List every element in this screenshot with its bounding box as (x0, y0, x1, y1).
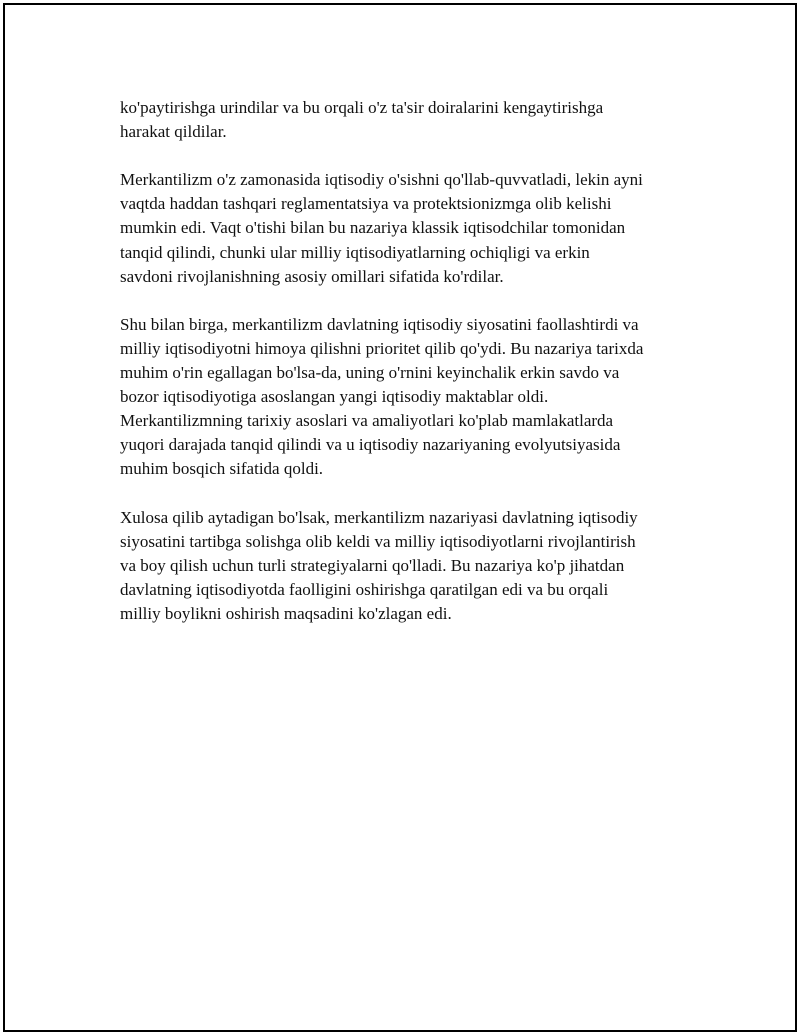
paragraph-2 (120, 168, 710, 288)
text-line: Xulosa qilib aytadigan bo'lsak, merkantilizm nazariyasi davlatning iqtisodiy (120, 507, 638, 527)
text-line: Merkantilizm o'z zamonasida iqtisodiy o'sishni qo'llab-quvvatladi, lekin ayni (120, 170, 643, 190)
text-line: tanqid qilindi, chunki ular milliy iqtisodiyatlarning ochiqligi va erkin (120, 242, 590, 262)
paragraph-3 (120, 313, 710, 482)
paragraph-1 (120, 96, 710, 144)
paragraph-4 (120, 506, 710, 626)
text-line: yuqori darajada tanqid qilindi va u iqtisodiy nazariyaning evolyutsiyasida (120, 435, 621, 455)
text-line: savdoni rivojlanishning asosiy omillari sifatida ko'rdilar. (120, 266, 504, 286)
document-page (3, 3, 797, 1032)
text-line: Merkantilizmning tarixiy asoslari va amaliyotlari ko'plab mamlakatlarda (120, 411, 614, 431)
text-line: Shu bilan birga, merkantilizm davlatning iqtisodiy siyosatini faollashtirdi va (120, 314, 639, 334)
text-line: vaqtda haddan tashqari reglamentatsiya va protektsionizmga olib kelishi (120, 194, 612, 214)
text-line: va boy qilish uchun turli strategiyalarni qo'lladi. Bu nazariya ko'p jihatdan (120, 555, 625, 575)
text-line: ko'paytirishga urindilar va bu orqali o'z ta'sir doiralarini kengaytirishga (120, 98, 604, 117)
text-line: siyosatini tartibga solishga olib keldi va milliy iqtisodiyotlarni rivojlantirish (120, 531, 636, 551)
document-body (120, 96, 710, 650)
text-line: harakat qildilar. (120, 122, 227, 142)
text-line: mumkin edi. Vaqt o'tishi bilan bu nazariya klassik iqtisodchilar tomonidan (120, 218, 626, 238)
text-line: milliy boylikni oshirish maqsadini ko'zlagan edi. (120, 603, 452, 623)
text-line: bozor iqtisodiyotiga asoslangan yangi iqtisodiy maktablar oldi. (120, 387, 549, 407)
text-line: davlatning iqtisodiyotda faolligini oshirishga qaratilgan edi va bu orqali (120, 579, 609, 599)
text-line: muhim bosqich sifatida qoldi. (120, 459, 324, 479)
text-line: muhim o'rin egallagan bo'lsa-da, uning o'rnini keyinchalik erkin savdo va (120, 363, 620, 383)
text-line: milliy iqtisodiyotni himoya qilishni prioritet qilib qo'ydi. Bu nazariya tarixda (120, 338, 644, 358)
